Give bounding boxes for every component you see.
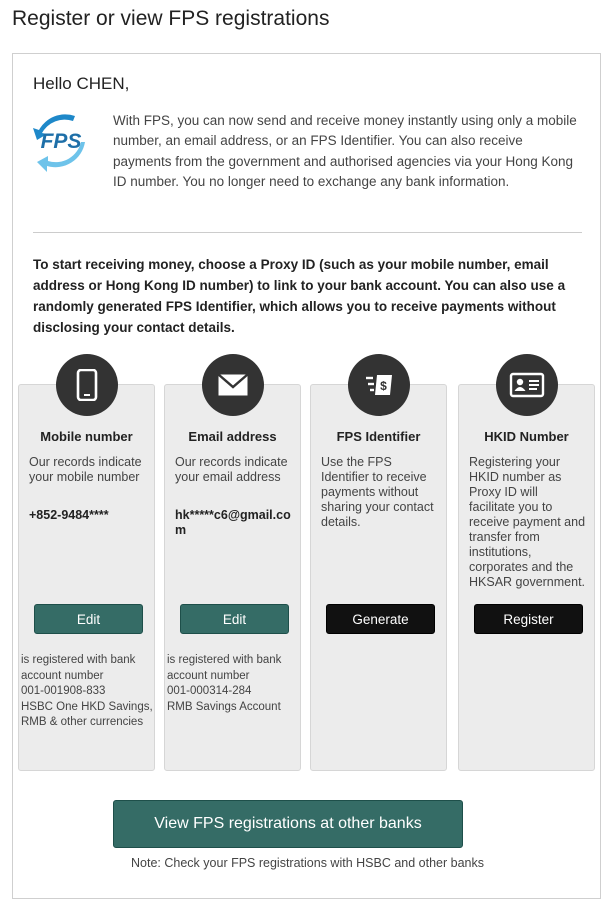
email-address-value: hk*****c6@gmail.com — [175, 508, 291, 537]
card-fps-identifier — [310, 379, 447, 771]
card-description: Use the FPS Identifier to receive payments without sharing your contact details. — [321, 455, 434, 529]
intro-paragraph — [33, 111, 585, 192]
page-title: Register or view FPS registrations — [12, 7, 330, 30]
registration-label: is registered with bank account number — [167, 654, 282, 682]
mobile-phone-icon — [56, 354, 118, 416]
account-name: RMB Savings Account — [167, 700, 281, 713]
intro-text: With FPS, you can now send and receive money instantly using only a mobile number, an email address, or an FPS Identifier. You can also receive payments from the government and authorised agencies via your Hong Kong ID number. You no longer need to exchange any bank information. — [113, 113, 577, 189]
fps-logo — [27, 106, 99, 176]
registration-info — [167, 653, 301, 715]
fps-logo-text: FPS — [40, 130, 82, 153]
card-mobile-number — [18, 384, 155, 771]
card-description: Our records indicate your email address — [175, 455, 288, 484]
fps-identifier-icon — [348, 354, 410, 416]
card-title: FPS Identifier — [336, 429, 421, 444]
registration-label: is registered with bank account number — [21, 654, 136, 682]
register-button[interactable]: Register — [474, 604, 583, 634]
card-title: Email address — [188, 429, 277, 444]
card-title: Mobile number — [40, 429, 133, 444]
fps-panel — [12, 53, 601, 899]
card-description: Our records indicate your mobile number — [29, 455, 142, 484]
instructions: To start receiving money, choose a Proxy ID (such as your mobile number, email address or Hong Kong ID number) to link to your bank account. You can also use a randomly generated FPS Identifier, which allows you to receive payments without disclosing your contact details. — [33, 257, 566, 335]
card-hkid-number — [458, 384, 595, 771]
id-card-icon — [496, 354, 558, 416]
envelope-icon — [202, 354, 264, 416]
card-email-address — [164, 384, 301, 771]
account-name: HSBC One HKD Savings, RMB & other currencies — [21, 700, 153, 728]
registration-info — [21, 653, 155, 731]
card-title: HKID Number — [484, 429, 569, 444]
account-number: 001-000314-284 — [167, 685, 252, 697]
edit-email-button[interactable]: Edit — [180, 604, 289, 634]
divider — [33, 232, 582, 233]
greeting: Hello CHEN, — [33, 74, 130, 93]
svg-text:$: $ — [379, 379, 387, 393]
generate-button[interactable]: Generate — [326, 604, 435, 634]
view-other-banks-button[interactable]: View FPS registrations at other banks — [113, 800, 463, 848]
edit-mobile-button[interactable]: Edit — [34, 604, 143, 634]
mobile-number-value: +852-9484**** — [29, 508, 109, 522]
note-text: Note: Check your FPS registrations with HSBC and other banks — [131, 856, 484, 870]
card-description: Registering your HKID number as Proxy ID will facilitate you to receive payment and transfer from institutions, corporates and the HKSAR government. — [469, 455, 586, 589]
account-number: 001-001908-833 — [21, 685, 106, 697]
